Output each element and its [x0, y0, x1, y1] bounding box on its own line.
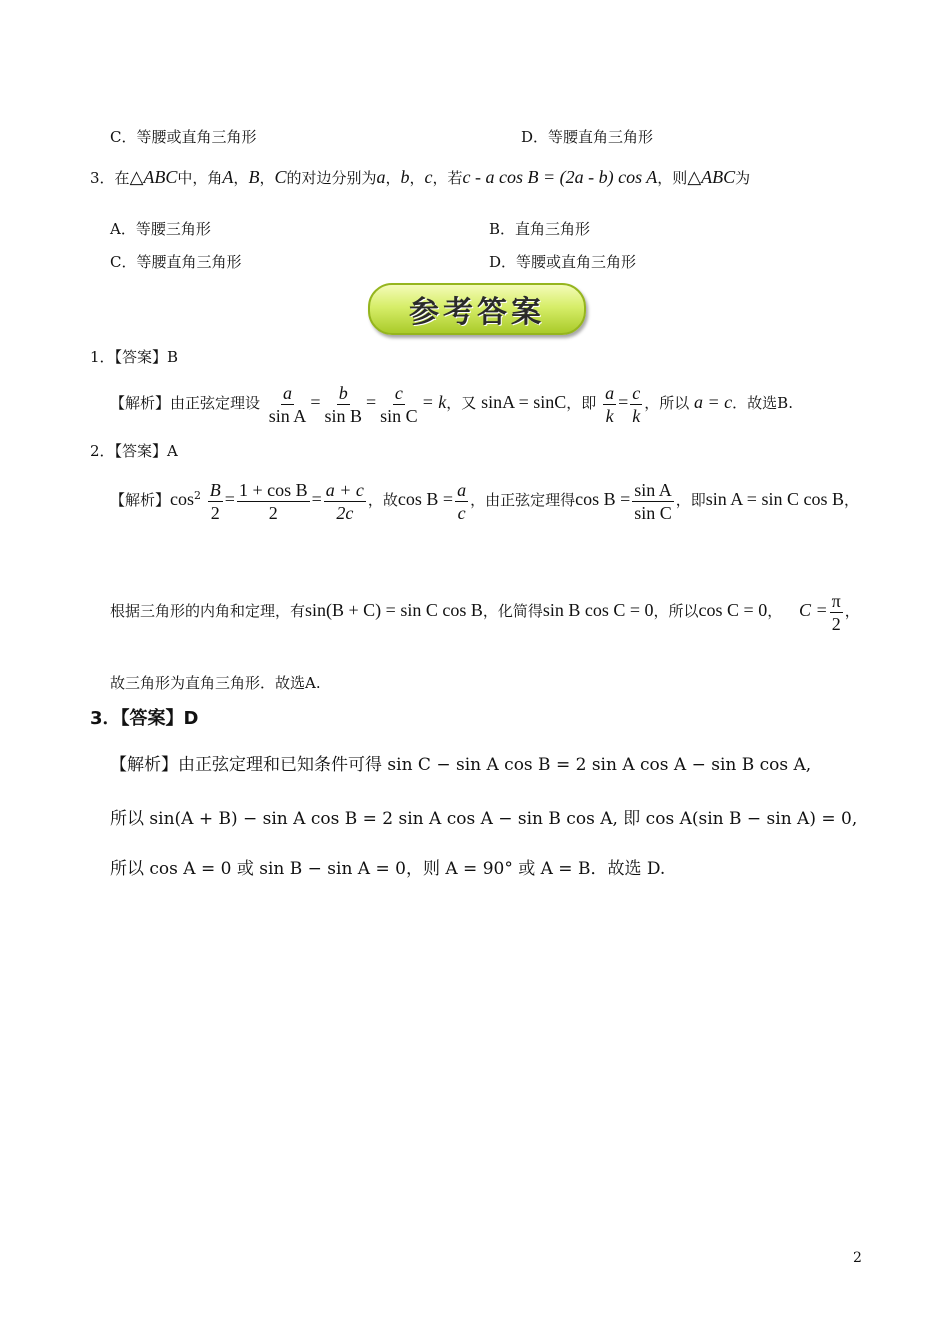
- page-number: 2: [853, 1250, 862, 1266]
- q3-option-a: A．等腰三角形: [110, 220, 211, 238]
- fraction: $\frac{a}{c}$: [457, 479, 467, 523]
- fraction: $\frac{B}{2}$: [209, 479, 221, 523]
- fraction: $\frac{c}{\text{sin C}}$: [380, 382, 418, 426]
- q2-option-d: D．等腰直角三角形: [521, 128, 654, 146]
- answer-2-conclusion: 故三角形为直角三角形．故选A.: [110, 674, 321, 692]
- fraction: $\frac{a}{\text{sin A}}$: [268, 382, 307, 426]
- answer-2-label: 2．【答案】A: [90, 442, 178, 460]
- fraction: $\frac{b}{\text{sin B}}$: [324, 382, 362, 426]
- answer-2-explanation-line2: 根据三角形的内角和定理，有sin(B + C) = sin C cos B，化简得sin B cos C = 0，所以cos C = 0， C = $\frac{\pi}{2}$ ，: [110, 590, 860, 634]
- fraction: $\frac{\text{1 + cos B}}{2}$: [238, 479, 308, 523]
- answer-3-line1: 【解析】由正弦定理和已知条件可得 sin C − sin A cos B = 2 sin A cos A − sin B cos A,: [110, 755, 812, 775]
- q3-condition: c - a cos B = (2a - b) cos A: [462, 167, 658, 187]
- q3-option-d: D．等腰或直角三角形: [489, 253, 637, 271]
- answer-1-label: 1．【答案】B: [90, 348, 179, 366]
- fraction: $\frac{\pi}{2}$: [831, 590, 841, 634]
- q2-option-c: C．等腰或直角三角形: [110, 128, 257, 146]
- answer-3-label: 3．【答案】D: [90, 708, 199, 729]
- fraction: $\frac{\text{sin A}}{\text{sin C}}$: [634, 479, 672, 523]
- q3-stem: 3．在△ABC中，角A，B，C的对边分别为a，b，c，若c - a cos B = (2a - b) cos A，则△ABC为: [90, 167, 751, 187]
- fraction: $\frac{a + c}{2c}$: [325, 479, 364, 523]
- fraction: $\frac{c}{k}$: [632, 382, 641, 426]
- answer-key-banner: 参考答案: [368, 283, 586, 335]
- answer-3-line3: 所以 cos A = 0 或 sin B − sin A = 0，则 A = 90° 或 A = B．故选 D.: [110, 859, 666, 879]
- answer-1-explanation: 【解析】由正弦定理设 $\frac{a}{\text{sin A}}$ = $\frac{b}{\text{sin B}}$ = $\frac{c}{\text{sin C}}$ = k，又 sinA = sinC，即 $\frac{a}{k}$ = $\frac{c}{k}$ ，所以 a = c．故选B.: [110, 382, 793, 426]
- answer-3-line2: 所以 sin(A + B) − sin A cos B = 2 sin A cos A − sin B cos A, 即 cos A(sin B − sin A) = 0,: [110, 809, 858, 829]
- answer-2-explanation-line1: 【解析】$\cos^2$ $\frac{B}{2}$ = $\frac{\text{1 + cos B}}{2}$ = $\frac{a + c}{2c}$ ，故cos B = $\frac{a}{c}$ ，由正弦定理得cos B = $\frac{\text{sin A}}{\text{sin C}}$ ，即sin A = sin C cos B，: [110, 479, 859, 523]
- q3-option-b: B．直角三角形: [489, 220, 591, 238]
- fraction: $\frac{a}{k}$: [605, 382, 615, 426]
- q3-option-c: C．等腰直角三角形: [110, 253, 242, 271]
